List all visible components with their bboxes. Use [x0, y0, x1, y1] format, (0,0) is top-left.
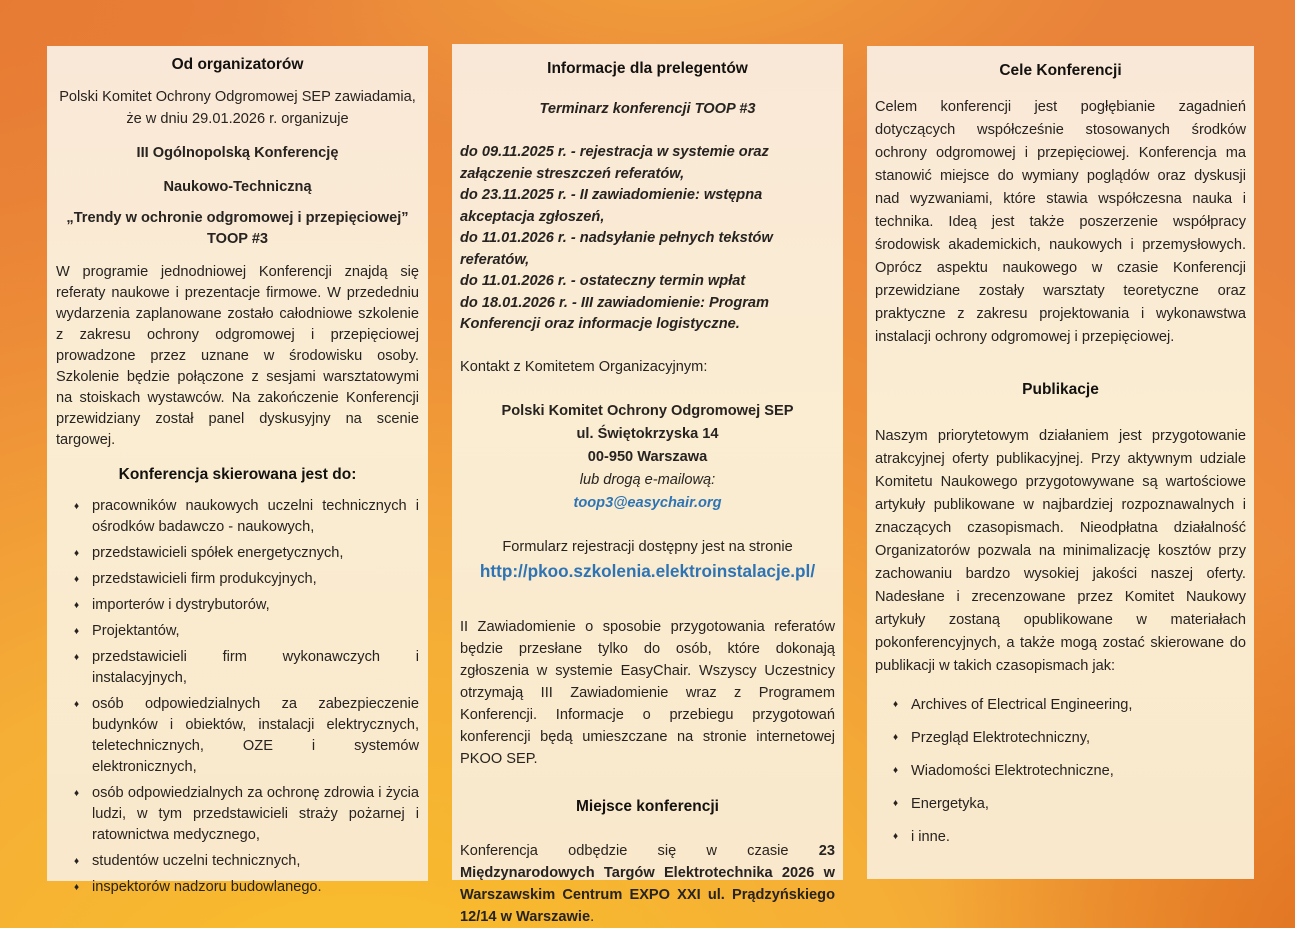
deadline-item: do 23.11.2025 r. - II zawiadomienie: wstępna akceptacja zgłoszeń, — [460, 187, 763, 225]
diamond-bullet-icon: ♦ — [74, 574, 80, 585]
diamond-bullet-icon: ♦ — [893, 831, 899, 842]
deadline-item: do 11.01.2026 r. - nadsyłanie pełnych tekstów referatów, — [460, 230, 773, 268]
conference-title-line2: Naukowo-Techniczną — [163, 179, 312, 195]
list-item-text: Archives of Electrical Engineering, — [911, 697, 1133, 713]
list-item-text: i inne. — [911, 829, 950, 845]
list-item — [74, 621, 419, 642]
section-header-miejsce: Miejsce konferencji — [575, 797, 719, 815]
venue-paragraph — [460, 840, 835, 928]
list-item-text: Wiadomości Elektrotechniczne, — [911, 763, 1114, 779]
section-header-publikacje: Publikacje — [1022, 381, 1099, 398]
journal-list — [875, 694, 1246, 848]
list-item — [893, 826, 1246, 848]
section-header-od-organizatorow: Od organizatorów — [171, 56, 304, 73]
diamond-bullet-icon: ♦ — [893, 765, 899, 776]
deadline-item: do 09.11.2025 r. - rejestracja w systemie oraz załączenie streszczeń referatów, — [460, 144, 769, 182]
list-item-text: Projektantów, — [92, 623, 180, 639]
list-item-text: pracowników naukowych uczelni technicznych i ośrodków badawczo - naukowych, — [92, 498, 419, 535]
diamond-bullet-icon: ♦ — [74, 788, 80, 799]
conference-title-line3: „Trendy w ochronie odgromowej i przepięciowej” — [66, 210, 409, 226]
diamond-bullet-icon: ♦ — [893, 699, 899, 710]
list-item — [893, 727, 1246, 749]
schedule-title: Terminarz konferencji TOOP #3 — [539, 101, 756, 117]
goals-paragraph: Celem konferencji jest pogłębianie zagadnień dotyczących współcześnie stosowanych środków ochrony odgromowej i przepięciowej. Konferencja ma stanowić miejsce do wymiany poglądów oraz dyskusji nad wyzwaniami, które stawia współczesna nauka i technika. Ideą jest także poszerzenie współpracy środowisk akademickich, naukowych i przemysłowych. Oprócz aspektu naukowego w czasie Konferencji przewidziane zostały warsztaty teoretyczne oraz praktyczne z zakresu projektowania i wykonawstwa instalacji ochrony odgromowej i przepięciowej. — [875, 99, 1246, 345]
list-item — [74, 543, 419, 564]
announcement-text: Polski Komitet Ochrony Odgromowej SEP zawiadamia, że w dniu 29.01.2026 r. organizuje — [59, 89, 416, 127]
list-item — [74, 595, 419, 616]
list-item — [74, 694, 419, 778]
list-item-text: studentów uczelni technicznych, — [92, 853, 301, 869]
diamond-bullet-icon: ♦ — [893, 732, 899, 743]
panel-od-organizatorow — [47, 46, 428, 895]
contact-label: Kontakt z Komitetem Organizacyjnym: — [460, 358, 708, 375]
notification-paragraph: II Zawiadomienie o sposobie przygotowania referatów będzie przesłane tylko do osób, które dokonają zgłoszenia w systemie EasyChair. Wszyscy Uczestnicy otrzymają III Zawiadomienie wraz z Programem Konferencji. Informacje o przebiegu przygotowań konferencji będą umieszczane na stronie internetowej PKOO SEP. — [460, 618, 835, 767]
audience-list-header: Konferencja skierowana jest do: — [118, 466, 357, 483]
diamond-bullet-icon: ♦ — [74, 652, 80, 663]
list-item — [74, 569, 419, 590]
deadline-list — [460, 142, 835, 336]
list-item-text: osób odpowiedzialnych za ochronę zdrowia i życia ludzi, w tym przedstawicieli straży pożarnej i ratownictwa medycznego, — [92, 785, 419, 843]
deadline-item: do 11.01.2026 r. - ostateczny termin wpłat — [460, 273, 746, 289]
org-street: ul. Świętokrzyska 14 — [576, 425, 719, 442]
venue-text: Konferencja odbędzie się w czasie — [460, 842, 819, 859]
audience-list — [56, 496, 419, 898]
email-link[interactable]: toop3@easychair.org — [573, 494, 722, 511]
panel-cele-konferencji — [867, 46, 1254, 879]
list-item — [74, 496, 419, 538]
list-item-text: Przegląd Elektrotechniczny, — [911, 730, 1090, 746]
publications-paragraph: Naszym priorytetowym działaniem jest przygotowanie atrakcyjnej oferty publikacyjnej. Przy aktywnym udziale Komitetu Naukowego przygotowywane są wartościowe artykuły publikowane w najbardziej rozpoznawalnych i znaczących czasopismach. Nieodpłatna działalność Organizatorów pozwala na minimalizację kosztów przy zachowaniu bardzo wysokiej jakości naszej oferty. Nadesłane i zrecenzowane przez Komitet Naukowy artykuły zostaną opublikowane w materiałach pokonferencyjnych, a także mogą zostać skierowane do publikacji w takich czasopismach jak: — [875, 428, 1246, 674]
panel-informacje-dla-prelegentow — [452, 44, 843, 925]
diamond-bullet-icon: ♦ — [74, 882, 80, 893]
diamond-bullet-icon: ♦ — [74, 626, 80, 637]
list-item-text: przedstawicieli spółek energetycznych, — [92, 545, 344, 561]
list-item-text: Energetyka, — [911, 796, 989, 812]
list-item — [74, 783, 419, 846]
list-item — [893, 760, 1246, 782]
email-label: lub drogą e-mailową: — [579, 471, 716, 488]
org-name: Polski Komitet Ochrony Odgromowej SEP — [501, 402, 794, 419]
diamond-bullet-icon: ♦ — [74, 699, 80, 710]
deadline-item: do 18.01.2026 r. - III zawiadomienie: Program Konferencji oraz informacje logistyczne. — [460, 294, 770, 332]
list-item — [74, 877, 419, 898]
venue-text-end: . — [590, 908, 595, 925]
diamond-bullet-icon: ♦ — [74, 548, 80, 559]
list-item — [893, 793, 1246, 815]
list-item-text: przedstawicieli firm produkcyjnych, — [92, 571, 317, 587]
venue-text-bold: 23 Międzynarodowych Targów Elektrotechnika 2026 w Warszawskim Centrum EXPO XXI ul. Prądzyńskiego 12/14 w Warszawie — [460, 842, 835, 925]
list-item — [893, 694, 1246, 716]
list-item-text: importerów i dystrybutorów, — [92, 597, 270, 613]
contact-block — [460, 400, 835, 515]
diamond-bullet-icon: ♦ — [893, 798, 899, 809]
list-item-text: inspektorów nadzoru budowlanego. — [92, 879, 322, 895]
diamond-bullet-icon: ♦ — [74, 600, 80, 611]
registration-url-link[interactable]: http://pkoo.szkolenia.elektroinstalacje.pl/ — [479, 560, 816, 581]
diamond-bullet-icon: ♦ — [74, 856, 80, 867]
registration-form-label: Formularz rejestracji dostępny jest na stronie — [502, 538, 793, 555]
list-item-text: osób odpowiedzialnych za zabezpieczenie budynków i obiektów, instalacji elektrycznych, teletechnicznych, OZE i systemów elektronicznych, — [92, 696, 419, 775]
conference-title-line4: TOOP #3 — [206, 231, 269, 247]
conference-title-line1: III Ogólnopolską Konferencję — [136, 145, 339, 161]
program-paragraph: W programie jednodniowej Konferencji znajdą się referaty naukowe i prezentacje firmowe. W przededniu wydarzenia zaplanowane zostało całodniowe szkolenie z zakresu ochrony odgromowej i przepięciowej prowadzone przez uznane w środowisku osoby. Szkolenie będzie połączone z sesjami warsztatowymi na stoiskach wystawców. Na zakończenie Konferencji przewidziany został panel dyskusyjny na scenie targowej. — [56, 264, 419, 448]
list-item-text: przedstawicieli firm wykonawczych i instalacyjnych, — [92, 649, 419, 686]
section-header-informacje: Informacje dla prelegentów — [547, 60, 748, 77]
list-item — [74, 647, 419, 689]
list-item — [74, 851, 419, 872]
diamond-bullet-icon: ♦ — [74, 501, 80, 512]
org-city: 00-950 Warszawa — [587, 448, 708, 465]
section-header-cele: Cele Konferencji — [999, 62, 1122, 79]
